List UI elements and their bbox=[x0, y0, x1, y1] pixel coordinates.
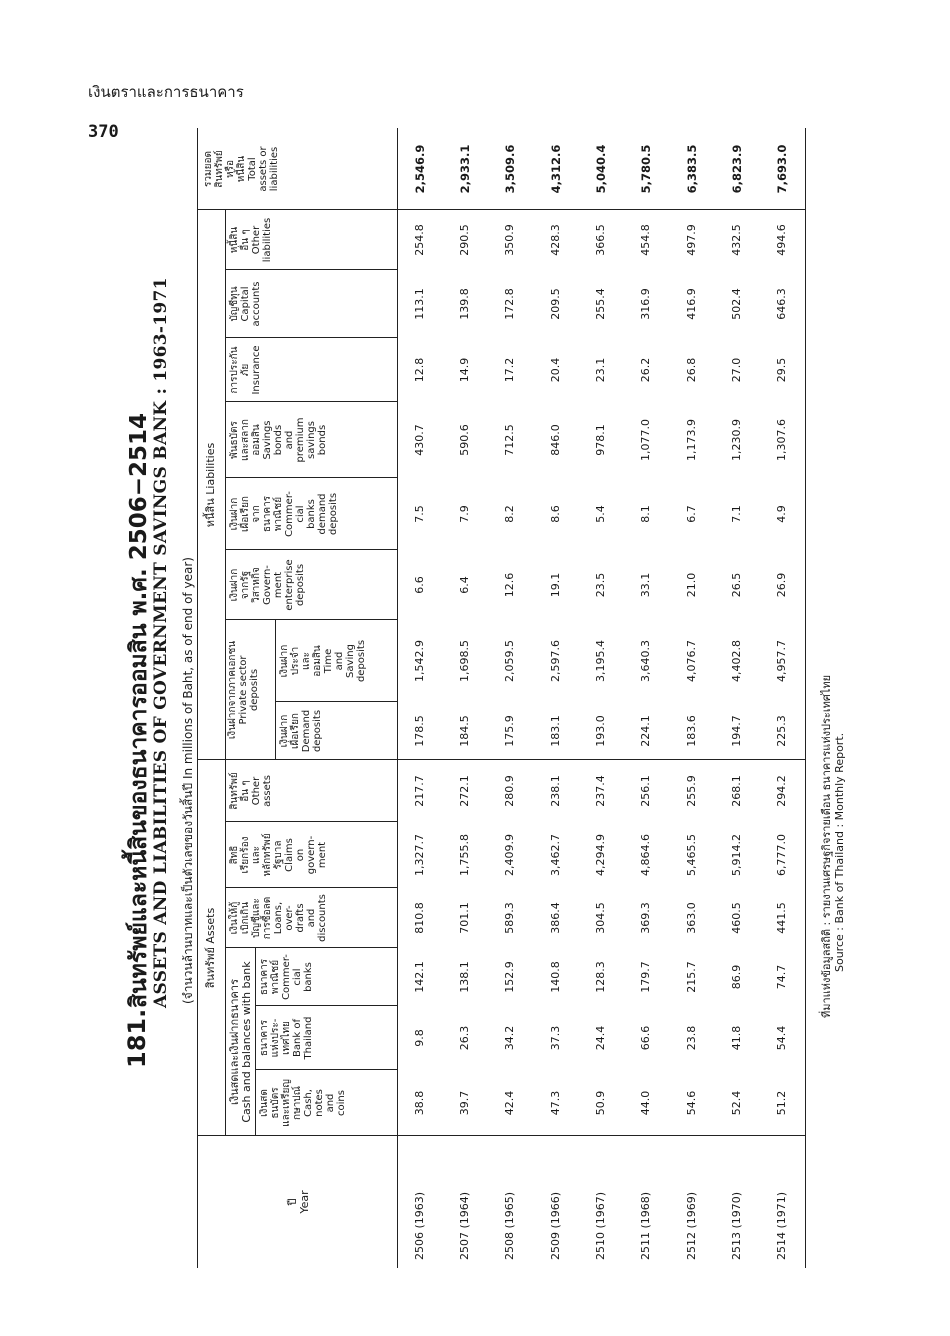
table-cell: 1,077.0 bbox=[639, 419, 653, 461]
title-thai: สินทรัพย์และหนี้สินของธนาคารออมสิน พ.ศ. 2506−2514 bbox=[126, 412, 152, 1008]
table-cell: 52.4 bbox=[730, 1090, 743, 1116]
table-cell: 460.5 bbox=[730, 902, 743, 934]
table-cell: 113.1 bbox=[412, 288, 426, 320]
table-cell: 255.9 bbox=[684, 775, 698, 807]
table-cell: 21.0 bbox=[684, 572, 698, 598]
table-cell: 172.8 bbox=[503, 288, 517, 320]
row-year: 2511 (1968) bbox=[639, 1191, 653, 1260]
table-cell: 272.1 bbox=[458, 775, 471, 807]
row-year: 2513 (1970) bbox=[730, 1191, 743, 1260]
table-cell: 701.1 bbox=[458, 902, 471, 934]
table-cell: 51.2 bbox=[775, 1090, 789, 1116]
column-header: ธนาคาร แห่งประ- เทศไทย Bank of Thailand bbox=[259, 1016, 314, 1060]
row-year: 2509 (1966) bbox=[548, 1191, 562, 1260]
table-cell: 37.3 bbox=[548, 1025, 562, 1051]
table-cell: 66.6 bbox=[639, 1025, 653, 1051]
table-cell: 183.1 bbox=[548, 715, 562, 747]
table-cell: 86.9 bbox=[730, 964, 743, 990]
table-cell: 9.8 bbox=[412, 1029, 426, 1047]
table-cell: 441.5 bbox=[775, 902, 789, 934]
table-cell: 7.9 bbox=[458, 505, 471, 523]
table-cell: 26.5 bbox=[730, 572, 743, 598]
column-header: เงินฝาก ประจำ และ ออมสิน Time and Saving deposits bbox=[279, 639, 367, 683]
header-column-rule bbox=[225, 401, 397, 402]
table-cell: 26.2 bbox=[639, 357, 653, 383]
table-cell: 225.3 bbox=[775, 715, 789, 747]
column-header: เงินฝาก จากรัฐ วิสาหกิจ Govern- ment enterprise deposits bbox=[229, 559, 306, 611]
table-cell: 7.1 bbox=[730, 505, 743, 523]
total-column-rule bbox=[197, 209, 805, 210]
table-cell: 432.5 bbox=[730, 224, 743, 256]
table-cell: 454.8 bbox=[639, 224, 653, 256]
table-cell: 39.7 bbox=[458, 1090, 471, 1116]
table-cell: 237.4 bbox=[594, 775, 607, 807]
assets-group-rule bbox=[225, 760, 226, 1136]
table-cell: 178.5 bbox=[412, 715, 426, 747]
table-cell: 1,307.6 bbox=[775, 419, 789, 461]
table-cell: 256.1 bbox=[639, 775, 653, 807]
table-cell: 179.7 bbox=[639, 961, 653, 993]
page-number: 370 bbox=[88, 122, 119, 142]
header-column-rule bbox=[225, 947, 397, 948]
table-cell: 175.9 bbox=[503, 715, 517, 747]
column-header: เงินสด ธนบัตร และเหรียญ กษาปณ์ Cash, notes and coins bbox=[259, 1079, 347, 1127]
assets-liabilities-rule bbox=[197, 759, 805, 760]
table-bottom-rule bbox=[805, 128, 806, 1268]
table-cell: 74.7 bbox=[775, 964, 789, 990]
table-cell: 497.9 bbox=[684, 224, 698, 256]
table-cell: 290.5 bbox=[458, 224, 471, 256]
column-header: เงินฝาก เผื่อเรียก จาก ธนาคาร พาณิชย์ Commer- cial banks demand deposits bbox=[229, 491, 339, 537]
table-cell: 1,327.7 bbox=[412, 834, 426, 876]
table-cell: 589.3 bbox=[503, 902, 517, 934]
table-cell: 224.1 bbox=[639, 715, 653, 747]
table-cell: 6,777.0 bbox=[775, 834, 789, 876]
table-cell: 1,698.5 bbox=[458, 640, 471, 682]
header-column-rule bbox=[255, 1069, 397, 1070]
table-cell: 23.1 bbox=[594, 357, 607, 383]
table-cell: 316.9 bbox=[639, 288, 653, 320]
page-header: เงินตราและการธนาคาร bbox=[88, 83, 244, 101]
table-cell: 26.9 bbox=[775, 572, 789, 598]
column-header: หนี้สิน อื่น ๆ Other liabilities bbox=[229, 217, 273, 263]
table-cell: 8.1 bbox=[639, 505, 653, 523]
table-cell: 128.3 bbox=[594, 961, 607, 993]
table-cell: 29.5 bbox=[775, 357, 789, 383]
table-top-rule bbox=[197, 128, 198, 1268]
table-cell: 50.9 bbox=[594, 1090, 607, 1116]
total-cell: 6,383.5 bbox=[684, 144, 699, 194]
source-english: Source : Bank of Thailand : Monthly Report. bbox=[833, 732, 846, 972]
table-cell: 416.9 bbox=[684, 288, 698, 320]
table-cell: 978.1 bbox=[594, 424, 607, 456]
table-cell: 712.5 bbox=[503, 424, 517, 456]
column-header: การประกัน ภัย Insurance bbox=[229, 345, 262, 395]
liabilities-header: หนี้สิน Liabilities bbox=[204, 442, 217, 528]
table-cell: 42.4 bbox=[503, 1090, 517, 1116]
row-year: 2507 (1964) bbox=[458, 1191, 471, 1260]
private-group-rule bbox=[275, 620, 276, 760]
table-cell: 194.7 bbox=[730, 715, 743, 747]
year-column-rule bbox=[197, 1135, 805, 1136]
total-cell: 5,780.5 bbox=[639, 144, 654, 194]
data-table bbox=[197, 128, 807, 1268]
table-cell: 254.8 bbox=[412, 224, 426, 256]
header-column-rule bbox=[225, 549, 397, 550]
row-year: 2510 (1967) bbox=[594, 1191, 607, 1260]
row-year: 2512 (1969) bbox=[684, 1191, 698, 1260]
table-cell: 4,294.9 bbox=[594, 834, 607, 876]
table-cell: 1,542.9 bbox=[412, 640, 426, 682]
table-cell: 846.0 bbox=[548, 424, 562, 456]
column-header: ธนาคาร พาณิชย์ Commer- cial banks bbox=[259, 954, 314, 1000]
table-cell: 8.6 bbox=[548, 505, 562, 523]
header-column-rule bbox=[225, 269, 397, 270]
table-cell: 3,195.4 bbox=[594, 640, 607, 682]
table-cell: 12.8 bbox=[412, 357, 426, 383]
table-cell: 24.4 bbox=[594, 1025, 607, 1051]
table-cell: 369.3 bbox=[639, 902, 653, 934]
table-cell: 5.4 bbox=[594, 505, 607, 523]
table-cell: 34.2 bbox=[503, 1025, 517, 1051]
table-cell: 4,402.8 bbox=[730, 640, 743, 682]
row-year: 2514 (1971) bbox=[775, 1191, 789, 1260]
table-cell: 152.9 bbox=[503, 961, 517, 993]
table-cell: 183.6 bbox=[684, 715, 698, 747]
table-cell: 304.5 bbox=[594, 902, 607, 934]
table-cell: 810.8 bbox=[412, 902, 426, 934]
table-cell: 138.1 bbox=[458, 961, 471, 993]
year-header: ปี Year bbox=[286, 1190, 311, 1214]
row-year: 2508 (1965) bbox=[503, 1191, 517, 1260]
table-cell: 38.8 bbox=[412, 1090, 426, 1116]
unit-note: (จำนวนล้านบาทและเป็นตัวเลขของวันสิ้นปี In millions of Baht, as of end of year) bbox=[181, 557, 195, 1004]
header-column-rule bbox=[225, 619, 397, 620]
table-cell: 428.3 bbox=[548, 224, 562, 256]
private-deposits-header: เงินฝากจากภาคเอกชน Private sector deposits bbox=[227, 640, 260, 740]
header-column-rule bbox=[225, 477, 397, 478]
header-column-rule bbox=[225, 337, 397, 338]
liabilities-group-rule bbox=[225, 210, 226, 760]
header-column-rule bbox=[225, 887, 397, 888]
column-header: สิทธิ เรียกร้อง และ หลักทรัพย์ รัฐบาล Claims on govern- ment bbox=[229, 833, 328, 877]
table-cell: 2,409.9 bbox=[503, 834, 517, 876]
table-cell: 17.2 bbox=[503, 357, 517, 383]
table-cell: 6.7 bbox=[684, 505, 698, 523]
table-cell: 26.3 bbox=[458, 1025, 471, 1051]
table-cell: 215.7 bbox=[684, 961, 698, 993]
assets-header: สินทรัพย์ Assets bbox=[204, 907, 217, 989]
title-english: ASSETS AND LIABILITIES OF GOVERNMENT SAVINGS BANK : 1963-1971 bbox=[151, 277, 171, 1008]
table-cell: 366.5 bbox=[594, 224, 607, 256]
table-cell: 5,914.2 bbox=[730, 834, 743, 876]
cash-group-rule bbox=[255, 948, 256, 1136]
column-header: เงินฝาก เผื่อเรียก Demand deposits bbox=[279, 709, 323, 753]
column-header: บัญชีทุน Capital accounts bbox=[229, 281, 262, 327]
table-cell: 430.7 bbox=[412, 424, 426, 456]
table-cell: 268.1 bbox=[730, 775, 743, 807]
table-cell: 47.3 bbox=[548, 1090, 562, 1116]
table-cell: 14.9 bbox=[458, 357, 471, 383]
total-cell: 2,933.1 bbox=[458, 144, 472, 194]
table-cell: 54.4 bbox=[775, 1025, 789, 1051]
table-cell: 4,957.7 bbox=[775, 640, 789, 682]
table-number: 181. bbox=[123, 1008, 151, 1068]
table-cell: 23.5 bbox=[594, 572, 607, 598]
table-cell: 3,462.7 bbox=[548, 834, 562, 876]
total-cell: 7,693.0 bbox=[775, 144, 790, 194]
table-cell: 193.0 bbox=[594, 715, 607, 747]
table-cell: 3,640.3 bbox=[639, 640, 653, 682]
table-cell: 27.0 bbox=[730, 357, 743, 383]
table-cell: 494.6 bbox=[775, 224, 789, 256]
table-cell: 294.2 bbox=[775, 775, 789, 807]
table-cell: 33.1 bbox=[639, 572, 653, 598]
table-cell: 19.1 bbox=[548, 572, 562, 598]
total-cell: 4,312.6 bbox=[548, 144, 563, 194]
table-cell: 2,059.5 bbox=[503, 640, 517, 682]
table-cell: 386.4 bbox=[548, 902, 562, 934]
table-cell: 1,173.9 bbox=[684, 419, 698, 461]
table-cell: 184.5 bbox=[458, 715, 471, 747]
table-cell: 139.8 bbox=[458, 288, 471, 320]
table-cell: 350.9 bbox=[503, 224, 517, 256]
table-cell: 41.8 bbox=[730, 1025, 743, 1051]
table-cell: 20.4 bbox=[548, 357, 562, 383]
table-cell: 26.8 bbox=[684, 357, 698, 383]
table-cell: 2,597.6 bbox=[548, 640, 562, 682]
table-cell: 142.1 bbox=[412, 961, 426, 993]
column-header: รวมยอด สินทรัพย์ หรือ หนี้สิน Total assets or liabilities bbox=[203, 146, 280, 192]
table-cell: 209.5 bbox=[548, 288, 562, 320]
table-cell: 54.6 bbox=[684, 1090, 698, 1116]
rotated-table-page bbox=[5, 128, 846, 1268]
total-cell: 2,546.9 bbox=[412, 144, 427, 194]
table-cell: 280.9 bbox=[503, 775, 517, 807]
header-bottom-rule bbox=[397, 128, 398, 1268]
table-cell: 4,076.7 bbox=[684, 640, 698, 682]
column-header: พันธบัตร และสลาก ออมสิน Savings bonds and premium savings bonds bbox=[229, 417, 328, 463]
table-cell: 23.8 bbox=[684, 1025, 698, 1051]
column-header: เงินให้กู้ เบิกเกิน บัญชีและ การซื้อลด Loans, over- drafts and discounts bbox=[229, 894, 328, 942]
table-cell: 5,465.5 bbox=[684, 834, 698, 876]
table-cell: 7.5 bbox=[412, 505, 426, 523]
table-cell: 502.4 bbox=[730, 288, 743, 320]
source-thai: ที่มาแห่งข้อมูลสถิติ : รายงานเศรษฐกิจรายเดือน ธนาคารแห่งประเทศไทย bbox=[820, 674, 833, 1018]
header-column-rule bbox=[225, 821, 397, 822]
header-column-rule bbox=[255, 1005, 397, 1006]
table-cell: 4.9 bbox=[775, 505, 789, 523]
table-cell: 6.6 bbox=[412, 576, 426, 594]
table-cell: 646.3 bbox=[775, 288, 789, 320]
table-cell: 44.0 bbox=[639, 1090, 653, 1116]
table-cell: 12.6 bbox=[503, 572, 517, 598]
table-cell: 6.4 bbox=[458, 576, 471, 594]
table-cell: 238.1 bbox=[548, 775, 562, 807]
table-cell: 8.2 bbox=[503, 505, 517, 523]
total-cell: 3,509.6 bbox=[503, 144, 518, 194]
row-year: 2506 (1963) bbox=[412, 1191, 426, 1260]
table-cell: 590.6 bbox=[458, 424, 471, 456]
table-cell: 140.8 bbox=[548, 961, 562, 993]
table-cell: 1,230.9 bbox=[730, 419, 743, 461]
cash-group-header: เงินสดและเงินฝากธนาคาร Cash and balances with bank bbox=[228, 961, 253, 1123]
column-header: สินทรัพย์ อื่น ๆ Other assets bbox=[229, 772, 273, 810]
header-column-rule bbox=[275, 701, 397, 702]
table-cell: 255.4 bbox=[594, 288, 607, 320]
table-cell: 4,864.6 bbox=[639, 834, 653, 876]
table-cell: 1,755.8 bbox=[458, 834, 471, 876]
table-cell: 217.7 bbox=[412, 775, 426, 807]
total-cell: 5,040.4 bbox=[594, 144, 608, 194]
total-cell: 6,823.9 bbox=[730, 144, 744, 194]
table-cell: 363.0 bbox=[684, 902, 698, 934]
